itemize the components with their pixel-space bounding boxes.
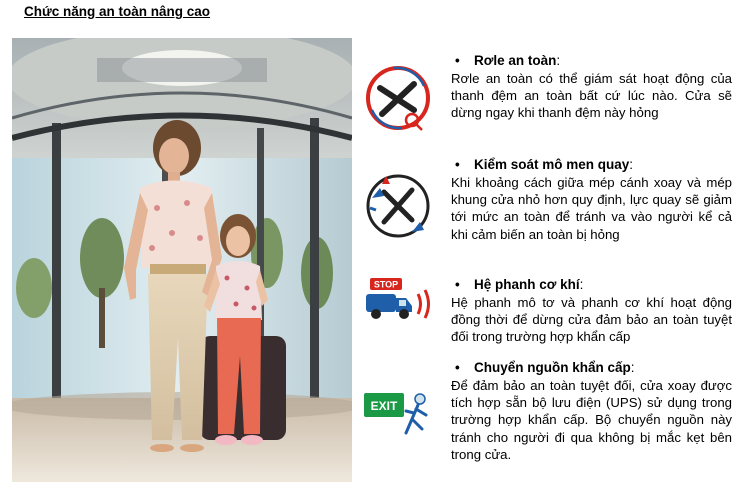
feature-description: Hệ phanh mô tơ và phanh cơ khí hoạt động đồng thời để dừng cửa đảm bảo an toàn tuyệt đối trong trường hợp khẩn cấp — [451, 295, 732, 345]
feature-heading: • Hệ phanh cơ khí: — [455, 277, 584, 292]
feature-heading: • Kiểm soát mô men quay: — [455, 157, 634, 172]
svg-text:EXIT: EXIT — [370, 399, 398, 413]
page-title: Chức năng an toàn nâng cao — [24, 4, 211, 19]
revolving-door-photo — [12, 38, 352, 482]
feature-description: Khi khoảng cách giữa mép cánh xoay và mép khung cửa nhỏ hơn quy định, lực quay sẽ giảm tới mức an toàn để tránh va vào người kể cả khi cảm biến an toàn bị hỏng — [451, 175, 732, 242]
edge-sensor-icon — [362, 62, 434, 139]
exit-sign-icon — [362, 389, 434, 444]
feature-heading: • Rơle an toàn: — [455, 53, 561, 68]
feature-description: Rơle an toàn có thể giám sát hoạt động của thanh đệm an toàn bất cứ lúc nào. Cửa sẽ dừng ngay khi thanh đệm này hỏng — [451, 71, 732, 121]
rotation-torque-icon — [362, 170, 434, 247]
svg-text:STOP: STOP — [373, 279, 399, 290]
stop-brake-icon — [362, 276, 438, 327]
feature-description: Để đảm bảo an toàn tuyệt đối, cửa xoay được tích hợp sẵn bộ lưu điện (UPS) sử dụng trong trường hợp khẩn cấp. Bộ chuyển nguồn này tránh cho người đi qua không bị mắc kẹt bên trong cửa. — [451, 378, 732, 462]
feature-heading: • Chuyển nguồn khẩn cấp: — [455, 360, 635, 375]
